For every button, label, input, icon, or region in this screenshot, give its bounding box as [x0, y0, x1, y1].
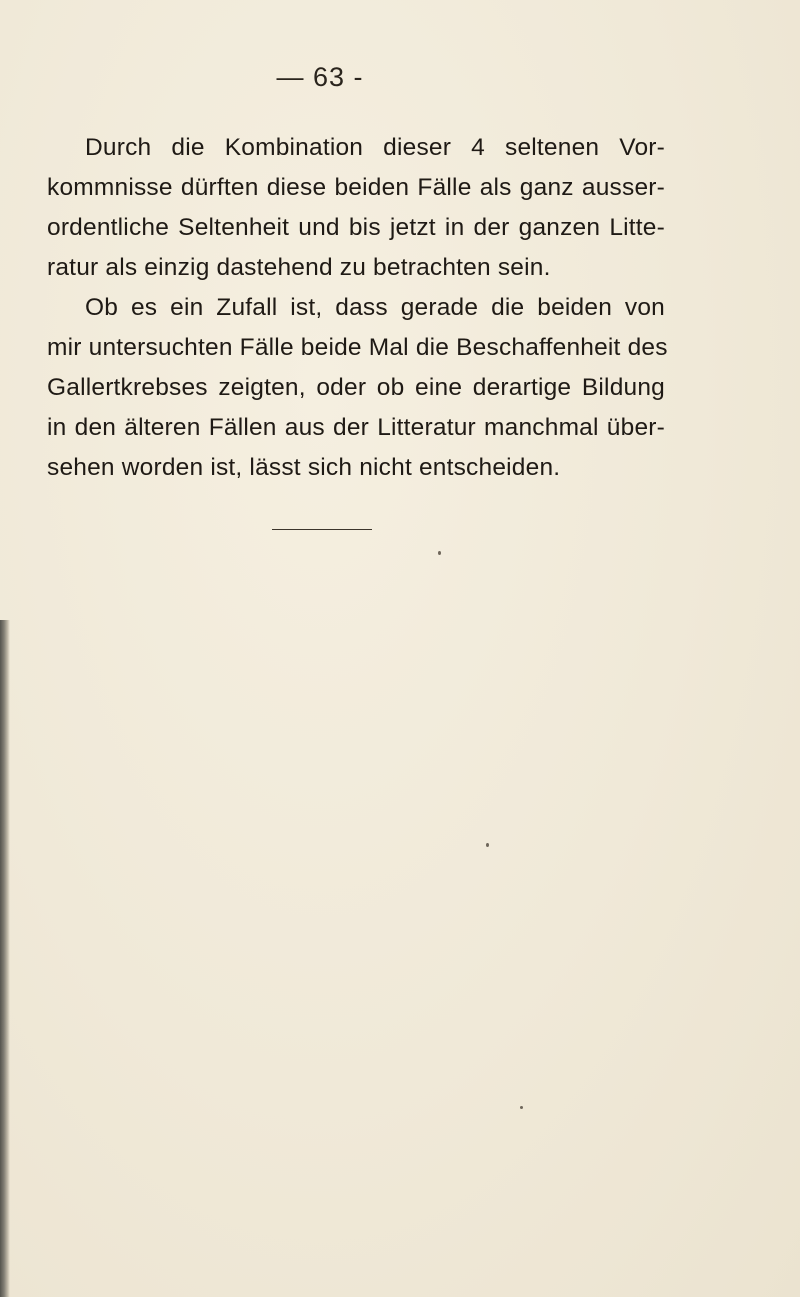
paragraph-2-line-1: Ob es ein Zufall ist, dass gerade die beiden von — [85, 294, 665, 321]
paragraph-1-line-1: Durch die Kombination dieser 4 seltenen Vor- — [85, 134, 665, 161]
paragraph-2-line-4: in den älteren Fällen aus der Litteratur manchmal über- — [47, 414, 665, 441]
page-number: — 63 - — [276, 62, 364, 92]
paragraph-2-line-5: sehen worden ist, lässt sich nicht entscheiden. — [47, 454, 561, 481]
paper-speck — [486, 843, 489, 847]
binding-edge-shadow — [0, 620, 10, 1297]
paragraph-1-line-4: ratur als einzig dastehend zu betrachten sein. — [47, 254, 551, 281]
paragraph-1-line-3: ordentliche Seltenheit und bis jetzt in der ganzen Litte- — [47, 214, 665, 241]
paragraph-1-line-2: kommnisse dürften diese beiden Fälle als ganz ausser- — [47, 174, 665, 201]
paper-speck — [520, 1106, 523, 1109]
paragraph-2-line-2: mir untersuchten Fälle beide Mal die Beschaffenheit des — [47, 334, 668, 361]
body-text — [47, 128, 668, 488]
paper-speck — [438, 551, 441, 555]
section-divider — [272, 529, 372, 530]
paragraph-2-line-3: Gallertkrebses zeigten, oder ob eine derartige Bildung — [47, 374, 665, 401]
